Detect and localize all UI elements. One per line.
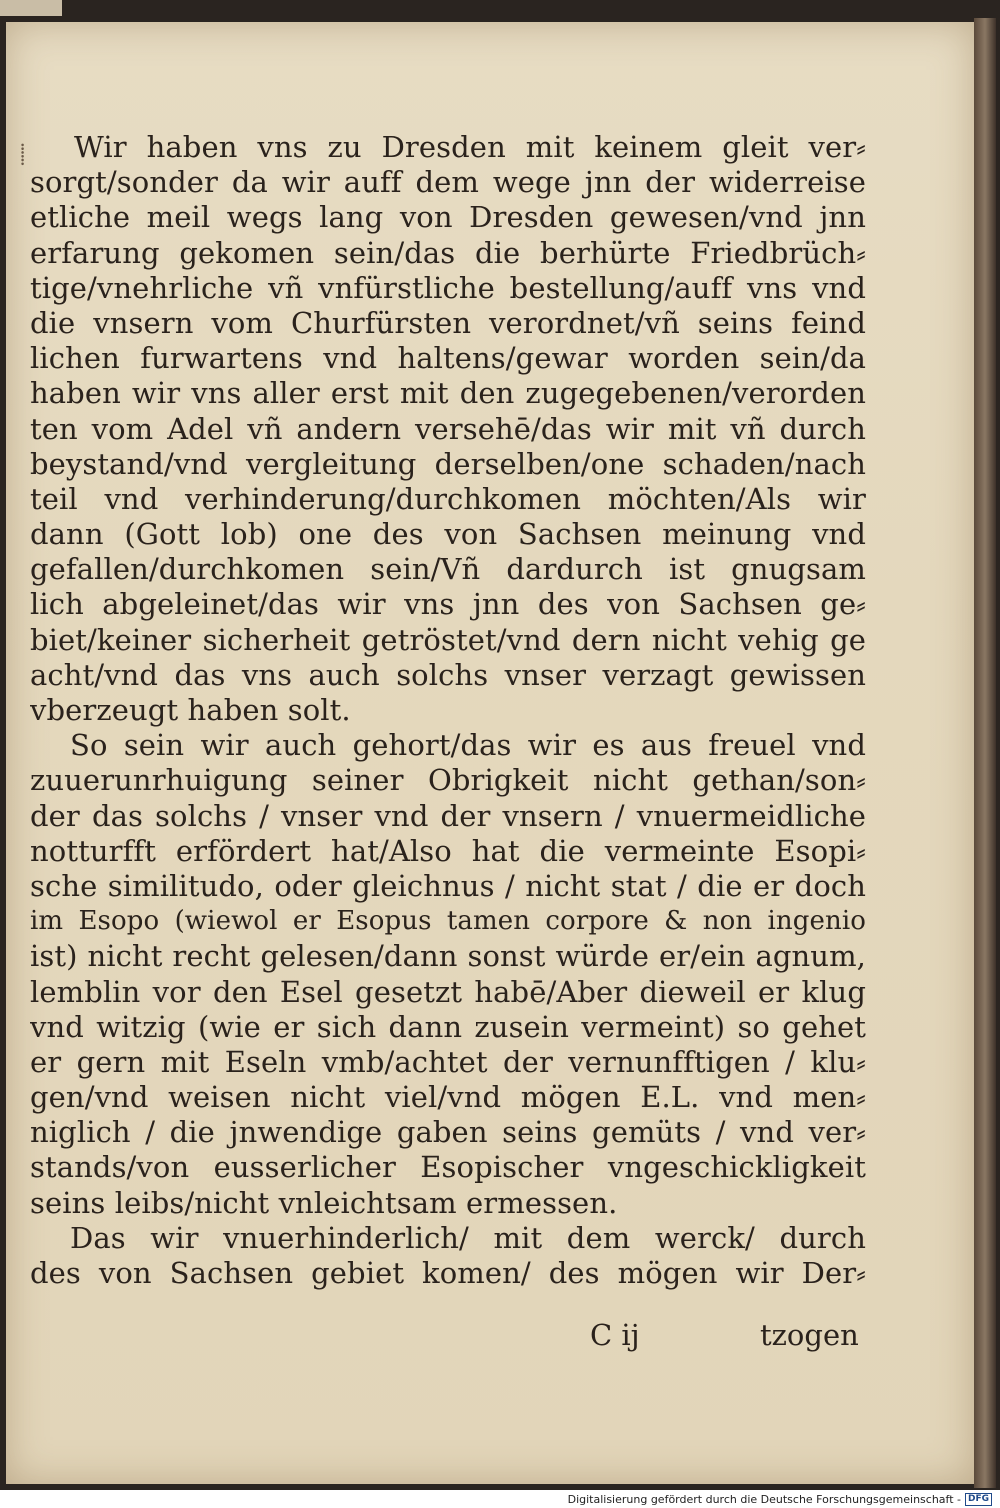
- text-line: biet/keiner sicherheit getröstet/vnd dern nicht vehig ge: [30, 622, 866, 657]
- text-line: vnd witzig (wie er sich dann zusein vermeint) so gehet: [30, 1009, 866, 1044]
- text-line: Das wir vnuerhinderlich/ mit dem werck/ durch: [70, 1220, 866, 1255]
- text-line: vberzeugt haben solt.: [30, 693, 351, 727]
- text-line: lemblin vor den Esel gesetzt habē/Aber dieweil er klug: [30, 974, 866, 1009]
- text-line: gen/vnd weisen nicht viel/vnd mögen E.L. vnd men⸗: [30, 1080, 866, 1115]
- text-line: erfarung gekomen sein/das die berhürte Friedbrüch⸗: [30, 235, 866, 270]
- catchword: tzogen: [760, 1318, 859, 1352]
- text-line: tige/vnehrliche vñ vnfürstliche bestellung/auff vns vnd: [30, 270, 866, 305]
- digitization-credit: [568, 1492, 992, 1506]
- text-line: ten vom Adel vñ andern versehē/das wir mit vñ durch: [30, 411, 866, 446]
- text-line: seins leibs/nicht vnleichtsam ermessen.: [30, 1185, 618, 1220]
- text-line: niglich / die jnwendige gaben seins gemüts / vnd ver⸗: [30, 1115, 866, 1150]
- text-line: er gern mit Eseln vmb/achtet der vernunfftigen / klu⸗: [30, 1044, 866, 1079]
- text-line: lichen furwartens vnd haltens/gewar worden sein/da: [30, 341, 866, 376]
- book-page: [6, 22, 974, 1484]
- text-line: haben wir vns aller erst mit den zugegebenen/verorden: [30, 376, 866, 411]
- text-line: sorgt/sonder da wir auff dem wege jnn der widerreise: [30, 165, 866, 200]
- text-line: ist) nicht recht gelesen/dann sonst würde er/ein agnum,: [30, 939, 866, 974]
- body-text: [30, 130, 866, 1291]
- credit-text: Digitalisierung gefördert durch die Deutsche Forschungsgemeinschaft -: [567, 1492, 961, 1506]
- text-line: lich abgeleinet/das wir vns jnn des von Sachsen ge⸗: [30, 587, 866, 622]
- margin-mark: ⸽: [20, 142, 26, 166]
- text-line: teil vnd verhinderung/durchkomen möchten/Als wir: [30, 481, 866, 516]
- page-footer: [6, 1318, 866, 1354]
- text-line: die vnsern vom Churfürsten verordnet/vñ seins feind: [30, 305, 866, 340]
- text-line: des von Sachsen gebiet komen/ des mögen wir Der⸗: [30, 1256, 866, 1290]
- dfg-logo: DFG: [965, 1493, 992, 1506]
- text-line: im Esopo (wiewol er Esopus tamen corpore & non ingenio: [30, 906, 866, 937]
- text-line: zuuerunrhuigung seiner Obrigkeit nicht gethan/son⸗: [30, 763, 866, 798]
- text-line: gefallen/durchkomen sein/Vñ dardurch ist gnugsam: [30, 552, 866, 587]
- text-line: Wir haben vns zu Dresden mit keinem gleit ver⸗: [74, 130, 866, 164]
- top-edge-clip: [0, 0, 62, 16]
- page-edge-shadow: [974, 18, 996, 1488]
- signature-mark: C ij: [590, 1318, 640, 1352]
- text-line: stands/von eusserlicher Esopischer vngeschickligkeit: [30, 1150, 866, 1185]
- text-line: etliche meil wegs lang von Dresden gewesen/vnd jnn: [30, 200, 866, 235]
- text-line: notturfft erfördert hat/Also hat die vermeinte Esopi⸗: [30, 833, 866, 868]
- text-line: der das solchs / vnser vnd der vnsern / vnuermeidliche: [30, 798, 866, 833]
- text-line: dann (Gott lob) one des von Sachsen meinung vnd: [30, 517, 866, 552]
- text-line: sche similitudo, oder gleichnus / nicht stat / die er doch: [30, 868, 866, 903]
- text-line: acht/vnd das vns auch solchs vnser verzagt gewissen: [30, 657, 866, 692]
- text-line: beystand/vnd vergleitung derselben/one schaden/nach: [30, 446, 866, 481]
- text-line: So sein wir auch gehort/das wir es aus freuel vnd: [70, 728, 866, 763]
